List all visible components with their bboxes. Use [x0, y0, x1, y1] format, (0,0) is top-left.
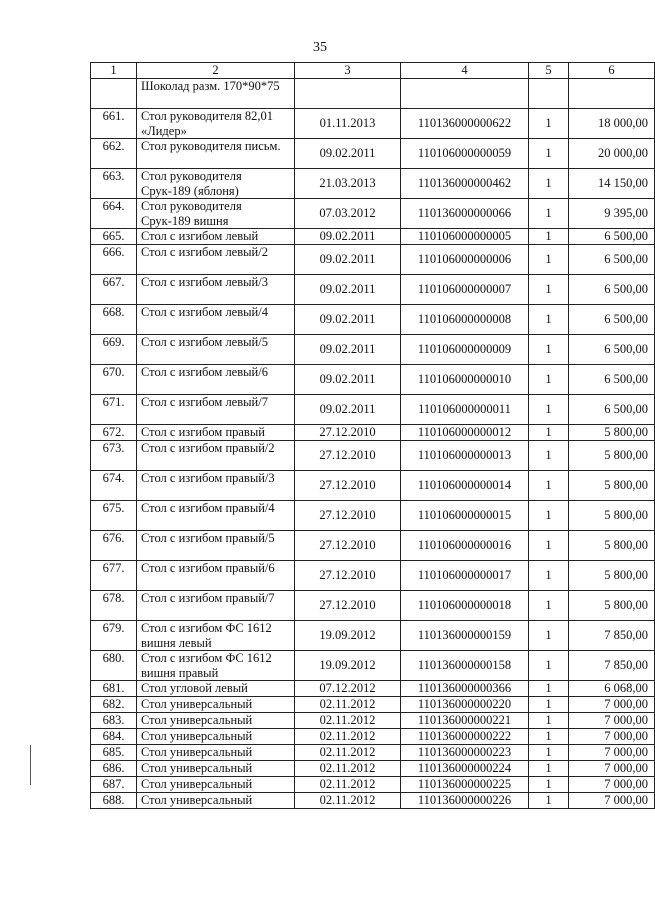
- cell-inventory-number: 110106000000018: [401, 591, 529, 621]
- cell-inventory-number: 110136000000221: [401, 713, 529, 729]
- table-row: [91, 621, 655, 651]
- cell-date: 21.03.2013: [295, 169, 401, 199]
- cell-price: 5 800,00: [569, 441, 655, 471]
- cell-name: Стол с изгибом левый/4: [137, 305, 295, 335]
- cell-inventory-number: 110136000000158: [401, 651, 529, 681]
- cell-name: Шоколад разм. 170*90*75: [137, 79, 295, 109]
- cell-quantity: 1: [529, 681, 569, 697]
- cell-date: 09.02.2011: [295, 365, 401, 395]
- cell-name: Стол универсальный: [137, 697, 295, 713]
- cell-num: 677.: [91, 561, 137, 591]
- cell-date: 09.02.2011: [295, 275, 401, 305]
- cell-price: 9 395,00: [569, 199, 655, 229]
- cell-quantity: 1: [529, 169, 569, 199]
- table-row: [91, 501, 655, 531]
- cell-price: 7 000,00: [569, 697, 655, 713]
- cell-date: 07.12.2012: [295, 681, 401, 697]
- cell-quantity: 1: [529, 305, 569, 335]
- cell-quantity: 1: [529, 531, 569, 561]
- cell-price: 6 500,00: [569, 245, 655, 275]
- cell-price: 5 800,00: [569, 425, 655, 441]
- cell-quantity: [529, 79, 569, 109]
- inventory-table: [90, 62, 655, 809]
- cell-price: 7 000,00: [569, 793, 655, 809]
- cell-name: Стол универсальный: [137, 777, 295, 793]
- cell-price: 18 000,00: [569, 109, 655, 139]
- table-row: [91, 681, 655, 697]
- table-row: [91, 441, 655, 471]
- cell-name: Стол с изгибом правый/3: [137, 471, 295, 501]
- cell-inventory-number: 110136000000225: [401, 777, 529, 793]
- cell-num: 687.: [91, 777, 137, 793]
- cell-price: 7 850,00: [569, 651, 655, 681]
- cell-inventory-number: 110106000000059: [401, 139, 529, 169]
- cell-price: 6 500,00: [569, 305, 655, 335]
- cell-name: Стол с изгибом ФС 1612 вишня правый: [137, 651, 295, 681]
- cell-quantity: 1: [529, 275, 569, 305]
- cell-quantity: 1: [529, 335, 569, 365]
- cell-num: 667.: [91, 275, 137, 305]
- cell-price: 5 800,00: [569, 501, 655, 531]
- table-row: [91, 365, 655, 395]
- cell-inventory-number: 110106000000005: [401, 229, 529, 245]
- cell-date: 19.09.2012: [295, 621, 401, 651]
- cell-price: 7 000,00: [569, 729, 655, 745]
- cell-quantity: 1: [529, 365, 569, 395]
- table-row: [91, 793, 655, 809]
- cell-name: Стол с изгибом левый/6: [137, 365, 295, 395]
- cell-inventory-number: 110136000000159: [401, 621, 529, 651]
- cell-inventory-number: 110136000000220: [401, 697, 529, 713]
- cell-num: 671.: [91, 395, 137, 425]
- cell-date: [295, 79, 401, 109]
- cell-num: 673.: [91, 441, 137, 471]
- cell-num: 672.: [91, 425, 137, 441]
- cell-inventory-number: 110136000000366: [401, 681, 529, 697]
- cell-inventory-number: 110106000000016: [401, 531, 529, 561]
- cell-price: 5 800,00: [569, 591, 655, 621]
- cell-quantity: 1: [529, 713, 569, 729]
- header-row: [91, 63, 655, 79]
- cell-num: 675.: [91, 501, 137, 531]
- table-row: [91, 561, 655, 591]
- table-row: [91, 729, 655, 745]
- table-row: [91, 651, 655, 681]
- cell-name: Стол с изгибом правый/7: [137, 591, 295, 621]
- col-header-2: 2: [137, 63, 295, 79]
- cell-inventory-number: 110136000000224: [401, 761, 529, 777]
- cell-num: 683.: [91, 713, 137, 729]
- table-row: [91, 761, 655, 777]
- cell-name: Стол с изгибом правый/2: [137, 441, 295, 471]
- cell-inventory-number: 110106000000007: [401, 275, 529, 305]
- cell-date: 02.11.2012: [295, 745, 401, 761]
- cell-inventory-number: 110106000000008: [401, 305, 529, 335]
- cell-name: Стол с изгибом левый/3: [137, 275, 295, 305]
- cell-quantity: 1: [529, 761, 569, 777]
- cell-num: 670.: [91, 365, 137, 395]
- table-row: [91, 109, 655, 139]
- cell-date: 09.02.2011: [295, 335, 401, 365]
- cell-quantity: 1: [529, 139, 569, 169]
- cell-quantity: 1: [529, 441, 569, 471]
- cell-quantity: 1: [529, 229, 569, 245]
- cell-num: 676.: [91, 531, 137, 561]
- cell-name: Стол с изгибом левый: [137, 229, 295, 245]
- cell-date: 27.12.2010: [295, 471, 401, 501]
- table-row: [91, 713, 655, 729]
- cell-price: 6 068,00: [569, 681, 655, 697]
- cell-date: 09.02.2011: [295, 245, 401, 275]
- cell-num: 684.: [91, 729, 137, 745]
- cell-inventory-number: 110106000000011: [401, 395, 529, 425]
- cell-num: 681.: [91, 681, 137, 697]
- cell-num: 679.: [91, 621, 137, 651]
- cell-quantity: 1: [529, 501, 569, 531]
- cell-date: 02.11.2012: [295, 713, 401, 729]
- cell-num: 661.: [91, 109, 137, 139]
- cell-num: 663.: [91, 169, 137, 199]
- cell-name: Стол руководителя Срук-189 (яблоня): [137, 169, 295, 199]
- cell-num: 682.: [91, 697, 137, 713]
- cell-inventory-number: 110106000000006: [401, 245, 529, 275]
- cell-num: 680.: [91, 651, 137, 681]
- cell-quantity: 1: [529, 471, 569, 501]
- table-row: [91, 199, 655, 229]
- col-header-3: 3: [295, 63, 401, 79]
- cell-name: Стол руководителя Срук-189 вишня: [137, 199, 295, 229]
- cell-date: 07.03.2012: [295, 199, 401, 229]
- cell-name: Стол с изгибом правый/6: [137, 561, 295, 591]
- continuation-row: [91, 79, 655, 109]
- table-row: [91, 425, 655, 441]
- cell-inventory-number: 110106000000009: [401, 335, 529, 365]
- cell-date: 27.12.2010: [295, 561, 401, 591]
- cell-quantity: 1: [529, 745, 569, 761]
- cell-inventory-number: 110136000000462: [401, 169, 529, 199]
- cell-inventory-number: 110136000000226: [401, 793, 529, 809]
- page-number: 35: [313, 40, 327, 55]
- table-row: [91, 275, 655, 305]
- cell-num: 668.: [91, 305, 137, 335]
- cell-name: Стол с изгибом правый/5: [137, 531, 295, 561]
- cell-inventory-number: [401, 79, 529, 109]
- cell-price: 6 500,00: [569, 275, 655, 305]
- cell-num: 662.: [91, 139, 137, 169]
- cell-quantity: 1: [529, 793, 569, 809]
- table-row: [91, 139, 655, 169]
- cell-quantity: 1: [529, 651, 569, 681]
- cell-quantity: 1: [529, 425, 569, 441]
- cell-date: 09.02.2011: [295, 139, 401, 169]
- cell-quantity: 1: [529, 621, 569, 651]
- cell-price: 7 000,00: [569, 745, 655, 761]
- cell-date: 09.02.2011: [295, 229, 401, 245]
- cell-price: 14 150,00: [569, 169, 655, 199]
- cell-quantity: 1: [529, 697, 569, 713]
- cell-num: 678.: [91, 591, 137, 621]
- cell-inventory-number: 110106000000017: [401, 561, 529, 591]
- cell-price: 7 850,00: [569, 621, 655, 651]
- col-header-4: 4: [401, 63, 529, 79]
- cell-name: Стол с изгибом левый/7: [137, 395, 295, 425]
- cell-date: 27.12.2010: [295, 425, 401, 441]
- cell-price: [569, 79, 655, 109]
- table-row: [91, 245, 655, 275]
- cell-quantity: 1: [529, 729, 569, 745]
- cell-inventory-number: 110106000000013: [401, 441, 529, 471]
- cell-name: Стол универсальный: [137, 745, 295, 761]
- cell-quantity: 1: [529, 109, 569, 139]
- table-row: [91, 745, 655, 761]
- cell-name: Стол с изгибом правый/4: [137, 501, 295, 531]
- table-row: [91, 335, 655, 365]
- cell-inventory-number: 110136000000222: [401, 729, 529, 745]
- cell-quantity: 1: [529, 245, 569, 275]
- cell-name: Стол универсальный: [137, 761, 295, 777]
- cell-price: 5 800,00: [569, 531, 655, 561]
- cell-num: [91, 79, 137, 109]
- table-row: [91, 471, 655, 501]
- col-header-5: 5: [529, 63, 569, 79]
- cell-name: Стол универсальный: [137, 793, 295, 809]
- cell-num: 685.: [91, 745, 137, 761]
- table-row: [91, 305, 655, 335]
- cell-name: Стол с изгибом левый/5: [137, 335, 295, 365]
- cell-name: Стол руководителя письм.: [137, 139, 295, 169]
- table-header: [91, 63, 655, 79]
- cell-quantity: 1: [529, 777, 569, 793]
- cell-name: Стол руководителя 82,01 «Лидер»: [137, 109, 295, 139]
- table-body: [91, 79, 655, 809]
- cell-inventory-number: 110106000000012: [401, 425, 529, 441]
- cell-date: 02.11.2012: [295, 793, 401, 809]
- table-row: [91, 229, 655, 245]
- cell-date: 02.11.2012: [295, 697, 401, 713]
- cell-name: Стол универсальный: [137, 713, 295, 729]
- table-row: [91, 777, 655, 793]
- cell-inventory-number: 110106000000015: [401, 501, 529, 531]
- cell-name: Стол угловой левый: [137, 681, 295, 697]
- table-row: [91, 697, 655, 713]
- cell-num: 666.: [91, 245, 137, 275]
- cell-name: Стол с изгибом правый: [137, 425, 295, 441]
- cell-date: 02.11.2012: [295, 777, 401, 793]
- cell-date: 27.12.2010: [295, 441, 401, 471]
- cell-price: 5 800,00: [569, 471, 655, 501]
- cell-date: 02.11.2012: [295, 761, 401, 777]
- cell-price: 5 800,00: [569, 561, 655, 591]
- cell-date: 19.09.2012: [295, 651, 401, 681]
- cell-date: 09.02.2011: [295, 395, 401, 425]
- cell-price: 7 000,00: [569, 761, 655, 777]
- cell-name: Стол с изгибом ФС 1612 вишня левый: [137, 621, 295, 651]
- cell-date: 27.12.2010: [295, 591, 401, 621]
- cell-quantity: 1: [529, 199, 569, 229]
- cell-name: Стол универсальный: [137, 729, 295, 745]
- cell-price: 6 500,00: [569, 335, 655, 365]
- cell-name: Стол с изгибом левый/2: [137, 245, 295, 275]
- cell-inventory-number: 110136000000223: [401, 745, 529, 761]
- cell-price: 7 000,00: [569, 713, 655, 729]
- cell-date: 02.11.2012: [295, 729, 401, 745]
- col-header-6: 6: [569, 63, 655, 79]
- cell-price: 6 500,00: [569, 229, 655, 245]
- cell-inventory-number: 110136000000066: [401, 199, 529, 229]
- table-row: [91, 531, 655, 561]
- cell-date: 09.02.2011: [295, 305, 401, 335]
- cell-num: 665.: [91, 229, 137, 245]
- cell-num: 669.: [91, 335, 137, 365]
- cell-inventory-number: 110136000000622: [401, 109, 529, 139]
- table-row: [91, 169, 655, 199]
- cell-num: 674.: [91, 471, 137, 501]
- cell-quantity: 1: [529, 591, 569, 621]
- margin-line: [30, 745, 31, 785]
- cell-price: 6 500,00: [569, 395, 655, 425]
- cell-date: 27.12.2010: [295, 501, 401, 531]
- cell-date: 01.11.2013: [295, 109, 401, 139]
- cell-price: 7 000,00: [569, 777, 655, 793]
- col-header-1: 1: [91, 63, 137, 79]
- table-row: [91, 395, 655, 425]
- cell-price: 6 500,00: [569, 365, 655, 395]
- cell-num: 686.: [91, 761, 137, 777]
- cell-price: 20 000,00: [569, 139, 655, 169]
- cell-inventory-number: 110106000000010: [401, 365, 529, 395]
- cell-num: 664.: [91, 199, 137, 229]
- table-row: [91, 591, 655, 621]
- cell-inventory-number: 110106000000014: [401, 471, 529, 501]
- cell-quantity: 1: [529, 561, 569, 591]
- cell-num: 688.: [91, 793, 137, 809]
- cell-quantity: 1: [529, 395, 569, 425]
- cell-date: 27.12.2010: [295, 531, 401, 561]
